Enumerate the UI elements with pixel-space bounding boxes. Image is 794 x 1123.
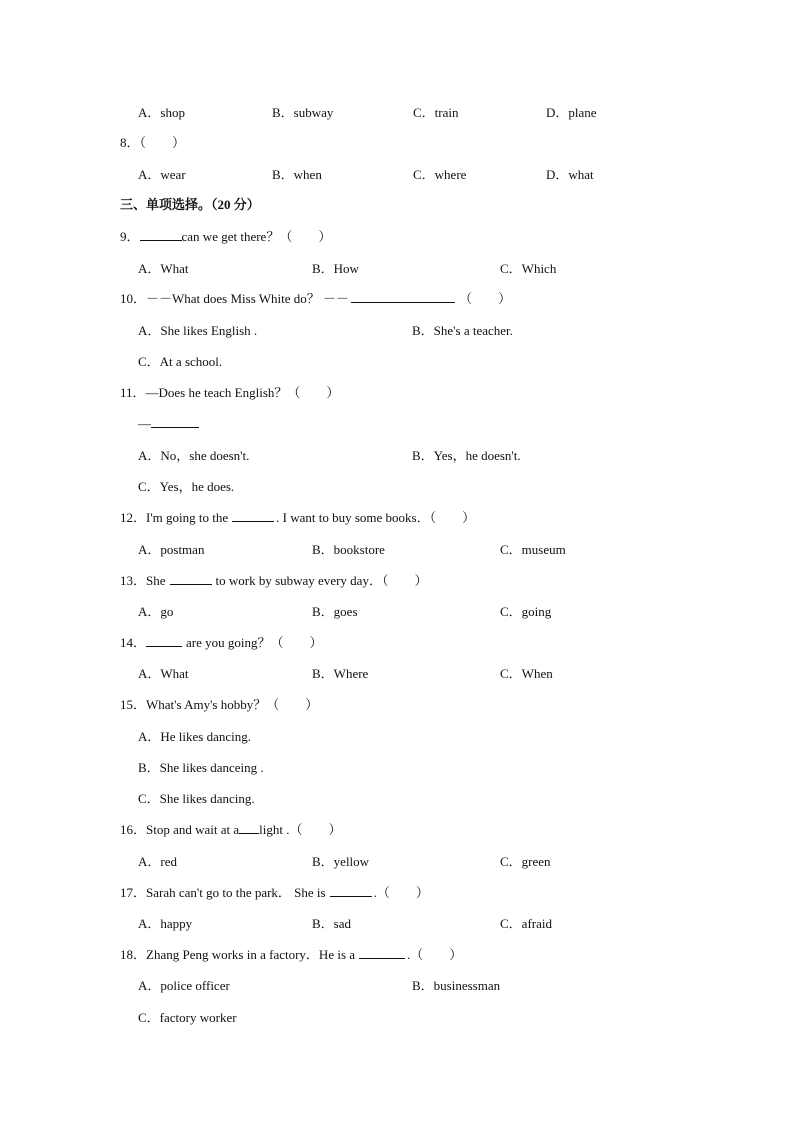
q14-stem	[120, 634, 323, 652]
q16-option-a: A．red	[138, 854, 177, 869]
q18-stem-post: .（ ）	[407, 947, 463, 962]
q8-stem: 8．（ ）	[120, 135, 186, 150]
answer-blank	[351, 290, 455, 303]
q8-option-a: A．wear	[138, 167, 186, 182]
q13-stem-pre: 13．She	[120, 573, 166, 588]
q9-stem	[120, 228, 331, 246]
q18-option-c: C．factory worker	[138, 1010, 237, 1025]
q11-option-c: C．Yes，he does.	[138, 479, 235, 494]
q10-stem	[120, 290, 511, 308]
q10-option-c: C．At a school.	[138, 354, 223, 369]
q9-option-a: A．What	[138, 261, 189, 276]
q8-option-d: D．what	[546, 167, 594, 182]
section-heading: 三、单项选择。（20 分）	[120, 197, 260, 212]
q11-answer-line	[138, 415, 199, 433]
q12-stem-post: . I want to buy some books．（ ）	[276, 510, 476, 525]
q13-option-a: A．go	[138, 604, 174, 619]
q18-stem-pre: 18．Zhang Peng works in a factory．He is a	[120, 947, 356, 962]
q12-stem	[120, 509, 475, 527]
q17-option-a: A．happy	[138, 916, 193, 931]
answer-blank	[330, 884, 372, 897]
q14-option-b: B．Where	[312, 666, 369, 681]
q7-option-d: D．plane	[546, 105, 597, 120]
answer-blank	[151, 415, 199, 428]
q17-option-c: C．afraid	[500, 916, 552, 931]
answer-blank	[140, 228, 182, 241]
q16-stem-pre: 16．Stop and wait at a	[120, 822, 240, 837]
q12-option-a: A．postman	[138, 542, 205, 557]
q16-option-c: C．green	[500, 854, 551, 869]
answer-blank	[359, 946, 405, 959]
q11-option-b: B．Yes，he doesn't.	[412, 448, 521, 463]
q18-option-a: A．police officer	[138, 978, 230, 993]
q14-option-c: C．When	[500, 666, 553, 681]
q11-stem: 11．—Does he teach English？（ ）	[120, 385, 340, 400]
q14-option-a: A．What	[138, 666, 189, 681]
q15-option-c: C．She likes dancing.	[138, 791, 255, 806]
q7-option-b: B．subway	[272, 105, 334, 120]
q14-stem-pre: 14．	[120, 635, 147, 650]
q12-option-b: B．bookstore	[312, 542, 385, 557]
q16-stem	[120, 821, 342, 839]
q13-option-b: B．goes	[312, 604, 358, 619]
q10-option-b: B．She's a teacher.	[412, 323, 513, 338]
q7-option-a: A．shop	[138, 105, 185, 120]
q13-stem-post: to work by subway every day．（ ）	[215, 573, 428, 588]
q15-option-b: B．She likes danceing .	[138, 760, 264, 775]
q12-option-c: C．museum	[500, 542, 566, 557]
q9-option-b: B．How	[312, 261, 359, 276]
q9-stem-post: can we get there？（ ）	[181, 229, 332, 244]
q15-option-a: A．He likes dancing.	[138, 729, 252, 744]
q17-stem-post: .（ ）	[373, 885, 429, 900]
q18-stem	[120, 946, 462, 964]
answer-blank	[146, 634, 182, 647]
q16-option-b: B．yellow	[312, 854, 370, 869]
answer-blank	[232, 509, 274, 522]
q13-option-c: C．going	[500, 604, 552, 619]
q8-option-c: C．where	[413, 167, 467, 182]
q17-stem	[120, 884, 429, 902]
q10-stem-pre: 10．－－What does Miss White do？ －－	[120, 291, 350, 306]
q18-option-b: B．businessman	[412, 978, 501, 993]
q8-option-b: B．when	[272, 167, 322, 182]
q13-stem	[120, 572, 427, 590]
q17-option-b: B．sad	[312, 916, 352, 931]
q14-stem-post: are you going？（ ）	[186, 635, 323, 650]
q11-option-a: A．No，she doesn't.	[138, 448, 250, 463]
q12-stem-pre: 12．I'm going to the	[120, 510, 229, 525]
q15-stem: 15．What's Amy's hobby？（ ）	[120, 697, 319, 712]
answer-blank	[170, 572, 212, 585]
q16-stem-post: light .（ ）	[259, 822, 342, 837]
q17-stem-pre: 17．Sarah can't go to the park． She is	[120, 885, 326, 900]
q9-stem-pre: 9．	[120, 229, 140, 244]
q9-option-c: C．Which	[500, 261, 557, 276]
q10-stem-post: （ ）	[459, 291, 512, 306]
q7-option-c: C．train	[413, 105, 459, 120]
q10-option-a: A．She likes English .	[138, 323, 258, 338]
answer-blank	[239, 821, 259, 834]
q11-answer-prefix: —	[138, 416, 151, 431]
